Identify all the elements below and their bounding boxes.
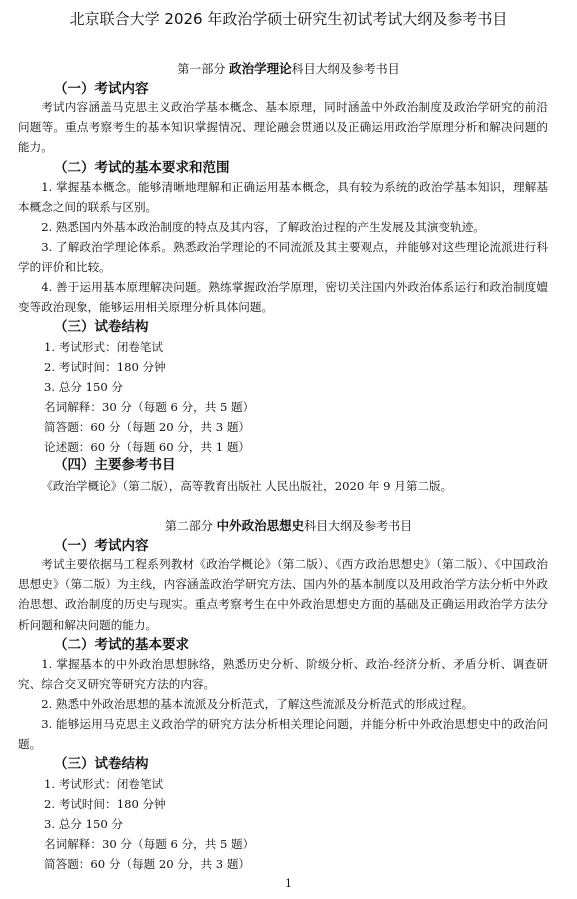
part1-section3-heading: （三）试卷结构: [54, 319, 149, 335]
part2-suffix: 科目大纲及参考书目: [304, 519, 413, 533]
part1-exam-format: 1. 考试形式：闭卷笔试: [44, 340, 164, 354]
part1-req-item-1: 1. 掌握基本概念。能够清晰地理解和正确运用基本概念，具有较为系统的政治学基本知识，理解基本概念之间的联系与区别。: [18, 180, 548, 215]
part2-exam-time: 2. 考试时间：180 分钟: [44, 797, 166, 811]
part1-req-item-3: 3. 了解政治学理论体系。熟悉政治学理论的不同流派及其主要观点，并能够对这些理论流派进行科学的评价和比较。: [18, 240, 548, 275]
part1-section2-heading: （二）考试的基本要求和范围: [54, 160, 230, 176]
part2-total-score: 3. 总分 150 分: [44, 817, 124, 831]
part1-exam-time: 2. 考试时间：180 分钟: [44, 360, 166, 374]
part1-term-explanation: 名词解释：30 分（每题 6 分，共 5 题）: [44, 400, 255, 414]
document-title: 北京联合大学 2026 年政治学硕士研究生初试考试大纲及参考书目: [69, 10, 508, 28]
part2-req-item-2: 2. 熟悉中外政治思想的基本流派及分析范式，了解这些流派及分析范式的形成过程。: [41, 697, 474, 711]
part1-short-answer: 简答题：60 分（每题 20 分，共 3 题）: [44, 420, 251, 434]
part1-essay: 论述题：60 分（每题 60 分，共 1 题）: [44, 440, 251, 454]
part1-prefix: 第一部分: [177, 62, 230, 76]
part2-term-explanation: 名词解释：30 分（每题 6 分，共 5 题）: [44, 837, 255, 851]
part2-req-item-1: 1. 掌握基本的中外政治思想脉络，熟悉历史分析、阶级分析、政治-经济分析、矛盾分析、调查研究、综合交叉研究等研究方法的内容。: [18, 657, 548, 692]
part1-suffix: 科目大纲及参考书目: [291, 62, 400, 76]
part1-reference-book: 《政治学概论》（第二版），高等教育出版社 人民出版社，2020 年 9 月第二版。: [41, 479, 453, 493]
part2-heading: [0, 517, 577, 535]
part1-section1-heading: （一）考试内容: [54, 81, 149, 97]
part2-section2-heading: （二）考试的基本要求: [54, 637, 189, 653]
part1-section1-text: 考试内容涵盖马克思主义政治学基本概念、基本原理，同时涵盖中外政治制度及政治学研究的前沿问题等。重点考察考生的基本知识掌握情况、理论融会贯通以及正确运用政治学原理分析和解决问题的能力。: [18, 100, 548, 155]
part1-req-item-4: 4. 善于运用基本原理解决问题。熟练掌握政治学原理，密切关注国内外政治体系运行和政治制度嬗变等政治现象，能够运用相关原理分析具体问题。: [18, 280, 548, 315]
part2-prefix: 第二部分: [164, 519, 217, 533]
part2-section3-heading: （三）试卷结构: [54, 756, 149, 772]
part2-short-answer: 简答题：60 分（每题 20 分，共 3 题）: [44, 857, 251, 871]
part2-exam-format: 1. 考试形式：闭卷笔试: [44, 777, 164, 791]
part2-section1-text: 考试主要依据马工程系列教材《政治学概论》（第二版）、《西方政治思想史》（第二版）、《中国政治思想史》（第二版）为主线，内容涵盖政治学研究方法、国内外的基本制度以及用政治学方法分析中外政治思想、政治制度的历史与现实。重点考察考生在中外政治思想史方面的基础及正确运用政治学方法分析问题和解决问题的能力。: [18, 557, 548, 632]
part2-req-item-3: 3. 能够运用马克思主义政治学的研究方法分析相关理论问题，并能分析中外政治思想史中的政治问题。: [18, 717, 548, 752]
part1-req-item-2: 2. 熟悉国内外基本政治制度的特点及其内容，了解政治过程的产生发展及其演变轨迹。: [41, 220, 485, 234]
part1-subject: 政治学理论: [229, 61, 292, 76]
page-number: 1: [285, 877, 292, 890]
part1-section4-heading: （四）主要参考书目: [54, 457, 176, 473]
part1-total-score: 3. 总分 150 分: [44, 380, 124, 394]
part1-heading: [0, 60, 577, 78]
part2-subject: 中外政治思想史: [216, 518, 305, 533]
part2-section1-heading: （一）考试内容: [54, 538, 149, 554]
